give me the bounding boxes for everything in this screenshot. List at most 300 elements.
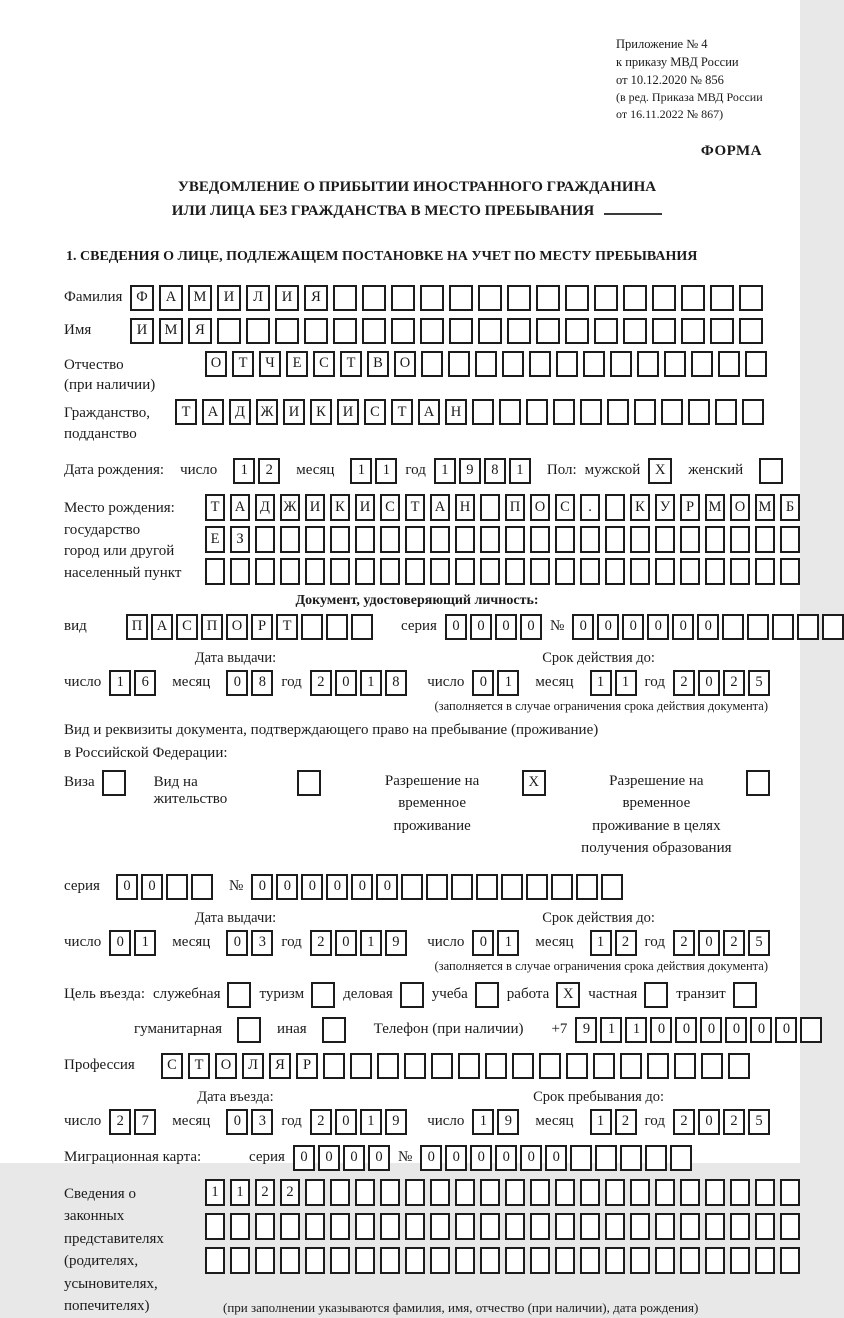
char-cell[interactable] xyxy=(551,874,573,900)
char-cell[interactable]: 0 xyxy=(622,614,644,640)
char-cell[interactable] xyxy=(555,1179,575,1206)
char-cell[interactable]: И xyxy=(305,494,325,521)
char-cell[interactable] xyxy=(605,494,625,521)
char-cell[interactable] xyxy=(280,1247,300,1274)
char-cell[interactable] xyxy=(739,318,763,344)
char-cell[interactable]: К xyxy=(630,494,650,521)
char-cell[interactable] xyxy=(421,351,443,377)
char-cell[interactable] xyxy=(330,1213,350,1240)
char-cell[interactable]: 2 xyxy=(109,1109,131,1135)
char-cell[interactable]: 3 xyxy=(251,1109,273,1135)
char-cell[interactable] xyxy=(730,1247,750,1274)
char-cell[interactable]: 1 xyxy=(350,458,372,484)
char-cell[interactable]: 0 xyxy=(141,874,163,900)
char-cell[interactable]: 1 xyxy=(205,1179,225,1206)
char-cell[interactable]: 5 xyxy=(748,1109,770,1135)
char-cell[interactable]: А xyxy=(202,399,224,425)
char-cell[interactable]: М xyxy=(755,494,775,521)
char-cell[interactable] xyxy=(280,1213,300,1240)
char-cell[interactable] xyxy=(661,399,683,425)
char-cell[interactable]: . xyxy=(580,494,600,521)
char-cell[interactable]: 1 xyxy=(472,1109,494,1135)
char-cell[interactable]: 1 xyxy=(590,930,612,956)
char-cell[interactable]: 0 xyxy=(750,1017,772,1043)
char-cell[interactable] xyxy=(480,558,500,585)
char-cell[interactable] xyxy=(580,558,600,585)
char-cell[interactable]: 1 xyxy=(625,1017,647,1043)
char-cell[interactable] xyxy=(580,1213,600,1240)
char-cell[interactable]: 0 xyxy=(698,1109,720,1135)
char-cell[interactable]: В xyxy=(367,351,389,377)
char-cell[interactable] xyxy=(485,1053,507,1079)
char-cell[interactable] xyxy=(705,1179,725,1206)
char-cell[interactable]: 8 xyxy=(385,670,407,696)
char-cell[interactable]: М xyxy=(159,318,183,344)
char-cell[interactable]: 0 xyxy=(725,1017,747,1043)
char-cell[interactable] xyxy=(730,1179,750,1206)
char-cell[interactable] xyxy=(478,285,502,311)
char-cell[interactable]: 2 xyxy=(723,670,745,696)
char-cell[interactable]: 2 xyxy=(615,930,637,956)
char-cell[interactable]: У xyxy=(655,494,675,521)
char-cell[interactable] xyxy=(565,318,589,344)
char-cell[interactable] xyxy=(680,1247,700,1274)
char-cell[interactable] xyxy=(780,1247,800,1274)
char-cell[interactable]: 1 xyxy=(134,930,156,956)
char-cell[interactable] xyxy=(311,982,335,1008)
char-cell[interactable] xyxy=(623,318,647,344)
char-cell[interactable] xyxy=(555,1213,575,1240)
char-cell[interactable] xyxy=(478,318,502,344)
char-cell[interactable]: Ч xyxy=(259,351,281,377)
char-cell[interactable]: 1 xyxy=(375,458,397,484)
char-cell[interactable]: 1 xyxy=(109,670,131,696)
char-cell[interactable] xyxy=(670,1145,692,1171)
char-cell[interactable]: 1 xyxy=(509,458,531,484)
char-cell[interactable] xyxy=(507,285,531,311)
char-cell[interactable] xyxy=(822,614,844,640)
char-cell[interactable] xyxy=(405,526,425,553)
char-cell[interactable] xyxy=(728,1053,750,1079)
char-cell[interactable] xyxy=(742,399,764,425)
char-cell[interactable] xyxy=(747,614,769,640)
char-cell[interactable]: Т xyxy=(391,399,413,425)
char-cell[interactable] xyxy=(480,526,500,553)
char-cell[interactable] xyxy=(451,874,473,900)
char-cell[interactable] xyxy=(230,1247,250,1274)
char-cell[interactable]: Ж xyxy=(280,494,300,521)
char-cell[interactable]: А xyxy=(230,494,250,521)
char-cell[interactable] xyxy=(499,399,521,425)
char-cell[interactable] xyxy=(458,1053,480,1079)
char-cell[interactable]: С xyxy=(380,494,400,521)
char-cell[interactable] xyxy=(730,1213,750,1240)
char-cell[interactable]: 1 xyxy=(233,458,255,484)
char-cell[interactable] xyxy=(705,1213,725,1240)
char-cell[interactable]: И xyxy=(130,318,154,344)
char-cell[interactable]: 0 xyxy=(226,670,248,696)
char-cell[interactable] xyxy=(710,318,734,344)
char-cell[interactable]: 0 xyxy=(445,1145,467,1171)
char-cell[interactable]: Л xyxy=(246,285,270,311)
char-cell[interactable]: 0 xyxy=(276,874,298,900)
char-cell[interactable]: И xyxy=(217,285,241,311)
char-cell[interactable]: О xyxy=(215,1053,237,1079)
char-cell[interactable] xyxy=(705,1247,725,1274)
char-cell[interactable]: 1 xyxy=(590,1109,612,1135)
char-cell[interactable] xyxy=(772,614,794,640)
char-cell[interactable] xyxy=(594,318,618,344)
char-cell[interactable]: С xyxy=(555,494,575,521)
char-cell[interactable]: М xyxy=(188,285,212,311)
char-cell[interactable] xyxy=(580,399,602,425)
char-cell[interactable] xyxy=(701,1053,723,1079)
char-cell[interactable] xyxy=(430,1213,450,1240)
char-cell[interactable] xyxy=(480,1247,500,1274)
char-cell[interactable] xyxy=(323,1053,345,1079)
char-cell[interactable] xyxy=(630,1179,650,1206)
char-cell[interactable]: П xyxy=(505,494,525,521)
char-cell[interactable] xyxy=(405,1179,425,1206)
char-cell[interactable] xyxy=(681,318,705,344)
char-cell[interactable]: 0 xyxy=(472,930,494,956)
char-cell[interactable]: 0 xyxy=(698,670,720,696)
char-cell[interactable]: 7 xyxy=(134,1109,156,1135)
char-cell[interactable]: О xyxy=(730,494,750,521)
char-cell[interactable] xyxy=(605,1247,625,1274)
char-cell[interactable] xyxy=(605,558,625,585)
char-cell[interactable]: Д xyxy=(229,399,251,425)
char-cell[interactable] xyxy=(480,1213,500,1240)
char-cell[interactable]: О xyxy=(394,351,416,377)
char-cell[interactable] xyxy=(255,526,275,553)
char-cell[interactable] xyxy=(755,1247,775,1274)
char-cell[interactable] xyxy=(304,318,328,344)
char-cell[interactable]: 2 xyxy=(280,1179,300,1206)
char-cell[interactable]: 9 xyxy=(497,1109,519,1135)
char-cell[interactable] xyxy=(555,1247,575,1274)
char-cell[interactable]: 0 xyxy=(775,1017,797,1043)
char-cell[interactable] xyxy=(733,982,757,1008)
char-cell[interactable] xyxy=(301,614,323,640)
char-cell[interactable]: 9 xyxy=(459,458,481,484)
char-cell[interactable]: С xyxy=(161,1053,183,1079)
char-cell[interactable]: Т xyxy=(175,399,197,425)
char-cell[interactable] xyxy=(536,285,560,311)
char-cell[interactable]: Е xyxy=(286,351,308,377)
char-cell[interactable] xyxy=(655,1179,675,1206)
char-cell[interactable]: 0 xyxy=(116,874,138,900)
char-cell[interactable] xyxy=(205,558,225,585)
char-cell[interactable] xyxy=(305,1213,325,1240)
char-cell[interactable] xyxy=(530,526,550,553)
char-cell[interactable] xyxy=(255,1247,275,1274)
char-cell[interactable]: X xyxy=(556,982,580,1008)
char-cell[interactable]: И xyxy=(283,399,305,425)
char-cell[interactable]: Т xyxy=(340,351,362,377)
char-cell[interactable]: 0 xyxy=(335,670,357,696)
char-cell[interactable] xyxy=(610,351,632,377)
char-cell[interactable]: И xyxy=(337,399,359,425)
char-cell[interactable] xyxy=(297,770,321,796)
char-cell[interactable] xyxy=(583,351,605,377)
char-cell[interactable]: 0 xyxy=(520,614,542,640)
char-cell[interactable] xyxy=(362,318,386,344)
char-cell[interactable]: 6 xyxy=(134,670,156,696)
char-cell[interactable]: 2 xyxy=(310,930,332,956)
char-cell[interactable] xyxy=(691,351,713,377)
char-cell[interactable]: А xyxy=(418,399,440,425)
char-cell[interactable]: 0 xyxy=(335,1109,357,1135)
char-cell[interactable]: 0 xyxy=(675,1017,697,1043)
char-cell[interactable] xyxy=(655,1213,675,1240)
char-cell[interactable] xyxy=(480,494,500,521)
char-cell[interactable] xyxy=(420,285,444,311)
char-cell[interactable] xyxy=(755,558,775,585)
char-cell[interactable] xyxy=(652,318,676,344)
char-cell[interactable] xyxy=(505,1247,525,1274)
char-cell[interactable] xyxy=(580,1247,600,1274)
char-cell[interactable] xyxy=(680,1179,700,1206)
char-cell[interactable] xyxy=(330,558,350,585)
char-cell[interactable] xyxy=(476,874,498,900)
char-cell[interactable]: Н xyxy=(445,399,467,425)
char-cell[interactable] xyxy=(305,1179,325,1206)
char-cell[interactable] xyxy=(217,318,241,344)
char-cell[interactable]: 2 xyxy=(310,670,332,696)
char-cell[interactable] xyxy=(449,285,473,311)
char-cell[interactable]: 0 xyxy=(335,930,357,956)
char-cell[interactable] xyxy=(623,285,647,311)
char-cell[interactable] xyxy=(630,1247,650,1274)
char-cell[interactable]: 1 xyxy=(590,670,612,696)
char-cell[interactable]: 9 xyxy=(385,930,407,956)
char-cell[interactable] xyxy=(430,1179,450,1206)
char-cell[interactable] xyxy=(355,1213,375,1240)
char-cell[interactable]: К xyxy=(330,494,350,521)
char-cell[interactable] xyxy=(566,1053,588,1079)
char-cell[interactable] xyxy=(630,526,650,553)
char-cell[interactable]: Я xyxy=(188,318,212,344)
char-cell[interactable] xyxy=(380,1213,400,1240)
char-cell[interactable]: А xyxy=(430,494,450,521)
char-cell[interactable]: 1 xyxy=(497,930,519,956)
char-cell[interactable] xyxy=(505,526,525,553)
char-cell[interactable] xyxy=(647,1053,669,1079)
char-cell[interactable] xyxy=(426,874,448,900)
char-cell[interactable] xyxy=(755,1179,775,1206)
char-cell[interactable]: 2 xyxy=(673,930,695,956)
char-cell[interactable]: И xyxy=(355,494,375,521)
char-cell[interactable] xyxy=(355,558,375,585)
char-cell[interactable]: Р xyxy=(251,614,273,640)
char-cell[interactable]: 1 xyxy=(600,1017,622,1043)
char-cell[interactable] xyxy=(362,285,386,311)
char-cell[interactable] xyxy=(480,1179,500,1206)
char-cell[interactable] xyxy=(380,558,400,585)
char-cell[interactable] xyxy=(166,874,188,900)
char-cell[interactable] xyxy=(630,1213,650,1240)
char-cell[interactable] xyxy=(730,526,750,553)
char-cell[interactable] xyxy=(391,318,415,344)
char-cell[interactable] xyxy=(705,558,725,585)
char-cell[interactable]: 0 xyxy=(470,614,492,640)
char-cell[interactable] xyxy=(380,526,400,553)
char-cell[interactable] xyxy=(605,1179,625,1206)
char-cell[interactable] xyxy=(255,1213,275,1240)
char-cell[interactable]: Т xyxy=(276,614,298,640)
char-cell[interactable]: 1 xyxy=(434,458,456,484)
char-cell[interactable]: 0 xyxy=(520,1145,542,1171)
char-cell[interactable]: 8 xyxy=(484,458,506,484)
char-cell[interactable] xyxy=(305,1247,325,1274)
char-cell[interactable]: С xyxy=(313,351,335,377)
char-cell[interactable]: А xyxy=(151,614,173,640)
char-cell[interactable] xyxy=(530,1179,550,1206)
char-cell[interactable]: 1 xyxy=(360,670,382,696)
char-cell[interactable]: 1 xyxy=(360,930,382,956)
char-cell[interactable]: Я xyxy=(304,285,328,311)
char-cell[interactable]: Ж xyxy=(256,399,278,425)
char-cell[interactable]: 0 xyxy=(572,614,594,640)
char-cell[interactable]: 0 xyxy=(326,874,348,900)
char-cell[interactable] xyxy=(455,1213,475,1240)
char-cell[interactable] xyxy=(501,874,523,900)
char-cell[interactable] xyxy=(305,526,325,553)
char-cell[interactable] xyxy=(475,982,499,1008)
char-cell[interactable] xyxy=(630,558,650,585)
char-cell[interactable]: К xyxy=(310,399,332,425)
char-cell[interactable] xyxy=(237,1017,261,1043)
char-cell[interactable]: Р xyxy=(680,494,700,521)
char-cell[interactable] xyxy=(680,526,700,553)
char-cell[interactable] xyxy=(205,1247,225,1274)
char-cell[interactable]: П xyxy=(201,614,223,640)
char-cell[interactable]: Л xyxy=(242,1053,264,1079)
char-cell[interactable] xyxy=(605,1213,625,1240)
char-cell[interactable]: Я xyxy=(269,1053,291,1079)
char-cell[interactable]: 9 xyxy=(385,1109,407,1135)
char-cell[interactable]: 9 xyxy=(575,1017,597,1043)
char-cell[interactable] xyxy=(730,558,750,585)
char-cell[interactable]: М xyxy=(705,494,725,521)
char-cell[interactable] xyxy=(797,614,819,640)
char-cell[interactable] xyxy=(505,1213,525,1240)
char-cell[interactable]: 0 xyxy=(672,614,694,640)
char-cell[interactable] xyxy=(530,1247,550,1274)
char-cell[interactable] xyxy=(710,285,734,311)
char-cell[interactable]: 0 xyxy=(545,1145,567,1171)
char-cell[interactable] xyxy=(680,558,700,585)
char-cell[interactable] xyxy=(652,285,676,311)
char-cell[interactable] xyxy=(404,1053,426,1079)
char-cell[interactable] xyxy=(722,614,744,640)
char-cell[interactable] xyxy=(620,1145,642,1171)
char-cell[interactable] xyxy=(333,285,357,311)
char-cell[interactable] xyxy=(605,526,625,553)
char-cell[interactable] xyxy=(755,1213,775,1240)
char-cell[interactable] xyxy=(601,874,623,900)
char-cell[interactable] xyxy=(505,558,525,585)
char-cell[interactable] xyxy=(594,285,618,311)
char-cell[interactable] xyxy=(227,982,251,1008)
char-cell[interactable]: 2 xyxy=(615,1109,637,1135)
char-cell[interactable] xyxy=(607,399,629,425)
char-cell[interactable]: 5 xyxy=(748,670,770,696)
char-cell[interactable] xyxy=(595,1145,617,1171)
char-cell[interactable]: 2 xyxy=(723,1109,745,1135)
char-cell[interactable] xyxy=(305,558,325,585)
char-cell[interactable]: Т xyxy=(405,494,425,521)
char-cell[interactable] xyxy=(688,399,710,425)
char-cell[interactable] xyxy=(355,1247,375,1274)
char-cell[interactable] xyxy=(780,1213,800,1240)
char-cell[interactable] xyxy=(377,1053,399,1079)
char-cell[interactable]: 2 xyxy=(258,458,280,484)
char-cell[interactable]: 5 xyxy=(748,930,770,956)
char-cell[interactable]: 1 xyxy=(360,1109,382,1135)
char-cell[interactable]: 0 xyxy=(495,614,517,640)
char-cell[interactable] xyxy=(326,614,348,640)
char-cell[interactable] xyxy=(191,874,213,900)
char-cell[interactable] xyxy=(705,526,725,553)
char-cell[interactable] xyxy=(448,351,470,377)
char-cell[interactable] xyxy=(637,351,659,377)
char-cell[interactable] xyxy=(780,1179,800,1206)
char-cell[interactable] xyxy=(430,558,450,585)
char-cell[interactable]: 0 xyxy=(445,614,467,640)
char-cell[interactable] xyxy=(355,1179,375,1206)
char-cell[interactable]: Ф xyxy=(130,285,154,311)
char-cell[interactable]: Р xyxy=(296,1053,318,1079)
char-cell[interactable]: З xyxy=(230,526,250,553)
char-cell[interactable] xyxy=(455,1179,475,1206)
char-cell[interactable] xyxy=(556,351,578,377)
char-cell[interactable]: Т xyxy=(232,351,254,377)
char-cell[interactable] xyxy=(333,318,357,344)
char-cell[interactable] xyxy=(746,770,770,796)
char-cell[interactable] xyxy=(455,558,475,585)
char-cell[interactable] xyxy=(230,1213,250,1240)
char-cell[interactable] xyxy=(526,399,548,425)
char-cell[interactable] xyxy=(455,1247,475,1274)
char-cell[interactable] xyxy=(681,285,705,311)
char-cell[interactable] xyxy=(391,285,415,311)
char-cell[interactable] xyxy=(715,399,737,425)
char-cell[interactable] xyxy=(680,1213,700,1240)
char-cell[interactable]: Б xyxy=(780,494,800,521)
char-cell[interactable] xyxy=(350,1053,372,1079)
char-cell[interactable]: 1 xyxy=(230,1179,250,1206)
char-cell[interactable] xyxy=(322,1017,346,1043)
char-cell[interactable]: И xyxy=(275,285,299,311)
char-cell[interactable] xyxy=(555,526,575,553)
char-cell[interactable] xyxy=(718,351,740,377)
char-cell[interactable]: 2 xyxy=(310,1109,332,1135)
char-cell[interactable] xyxy=(580,526,600,553)
char-cell[interactable] xyxy=(430,526,450,553)
char-cell[interactable] xyxy=(539,1053,561,1079)
char-cell[interactable] xyxy=(351,614,373,640)
char-cell[interactable] xyxy=(405,1247,425,1274)
char-cell[interactable] xyxy=(280,558,300,585)
char-cell[interactable] xyxy=(664,351,686,377)
char-cell[interactable] xyxy=(570,1145,592,1171)
char-cell[interactable] xyxy=(505,1179,525,1206)
char-cell[interactable] xyxy=(536,318,560,344)
char-cell[interactable] xyxy=(644,982,668,1008)
char-cell[interactable] xyxy=(430,1247,450,1274)
